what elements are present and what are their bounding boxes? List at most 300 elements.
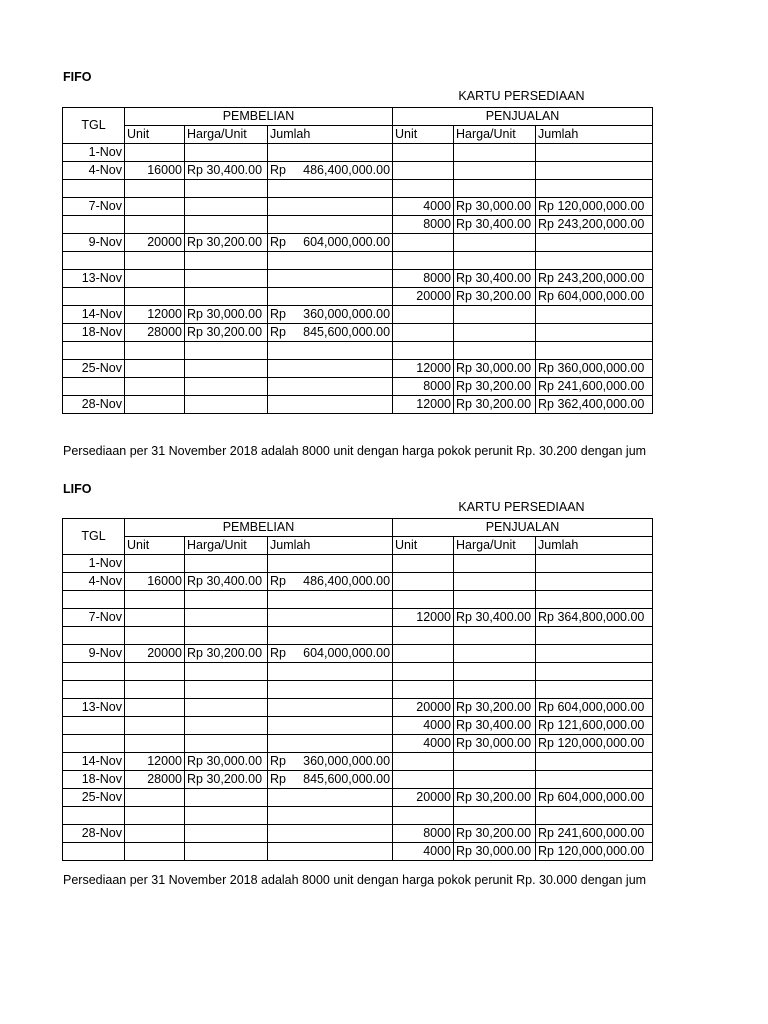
pembelian-header: PEMBELIAN	[125, 519, 393, 537]
pembelian-unit-cell	[125, 681, 185, 699]
penjualan-harga-cell	[454, 573, 536, 591]
table-row	[63, 663, 653, 681]
harga-header: Harga/Unit	[454, 126, 536, 144]
tgl-cell	[63, 342, 125, 360]
pembelian-jumlah-cell	[268, 288, 393, 306]
penjualan-jumlah-cell	[536, 807, 653, 825]
penjualan-unit-cell: 12000	[393, 360, 454, 378]
penjualan-unit-cell: 8000	[393, 825, 454, 843]
penjualan-jumlah-cell: Rp 120,000,000.00	[536, 198, 653, 216]
penjualan-jumlah-cell: Rp 120,000,000.00	[536, 843, 653, 861]
table-row	[63, 699, 653, 717]
fifo-note: Persediaan per 31 November 2018 adalah 8000 unit dengan harga pokok perunit Rp. 30.200 dengan jum	[63, 444, 647, 458]
table-row	[63, 378, 653, 396]
penjualan-jumlah-cell: Rp 243,200,000.00	[536, 216, 653, 234]
penjualan-jumlah-cell	[536, 645, 653, 663]
tgl-header: TGL	[63, 108, 125, 144]
pembelian-harga-cell	[185, 735, 268, 753]
penjualan-unit-cell: 4000	[393, 717, 454, 735]
unit-header: Unit	[125, 537, 185, 555]
tgl-cell: 1-Nov	[63, 555, 125, 573]
table-row	[63, 573, 653, 591]
penjualan-harga-cell	[454, 663, 536, 681]
amount-value: 360,000,000.00	[303, 307, 391, 321]
penjualan-unit-cell	[393, 324, 454, 342]
pembelian-harga-cell: Rp 30,400.00	[185, 162, 268, 180]
tgl-cell: 9-Nov	[63, 234, 125, 252]
tgl-cell: 13-Nov	[63, 699, 125, 717]
tgl-cell: 18-Nov	[63, 324, 125, 342]
table-row	[63, 162, 653, 180]
pembelian-unit-cell	[125, 144, 185, 162]
table-row	[63, 180, 653, 198]
fifo-heading: FIFO	[63, 70, 92, 84]
pembelian-harga-cell	[185, 627, 268, 645]
tgl-cell	[63, 378, 125, 396]
pembelian-jumlah-cell	[268, 216, 393, 234]
tgl-cell	[63, 735, 125, 753]
penjualan-harga-cell: Rp 30,200.00	[454, 789, 536, 807]
tgl-cell: 4-Nov	[63, 162, 125, 180]
pembelian-unit-cell: 20000	[125, 234, 185, 252]
pembelian-harga-cell	[185, 663, 268, 681]
pembelian-harga-cell: Rp 30,200.00	[185, 645, 268, 663]
tgl-cell	[63, 591, 125, 609]
table-row	[63, 234, 653, 252]
table-row	[63, 144, 653, 162]
jumlah-header: Jumlah	[536, 126, 653, 144]
table-row	[63, 735, 653, 753]
pembelian-unit-cell	[125, 825, 185, 843]
penjualan-harga-cell	[454, 144, 536, 162]
pembelian-jumlah-cell	[268, 699, 393, 717]
tgl-cell	[63, 180, 125, 198]
pembelian-harga-cell: Rp 30,200.00	[185, 771, 268, 789]
table-row	[63, 627, 653, 645]
table-row	[63, 306, 653, 324]
pembelian-unit-cell	[125, 198, 185, 216]
pembelian-harga-cell	[185, 270, 268, 288]
penjualan-harga-cell	[454, 771, 536, 789]
pembelian-unit-cell: 16000	[125, 573, 185, 591]
pembelian-harga-cell	[185, 288, 268, 306]
penjualan-harga-cell	[454, 681, 536, 699]
penjualan-harga-cell	[454, 162, 536, 180]
tgl-cell	[63, 252, 125, 270]
penjualan-jumlah-cell	[536, 663, 653, 681]
penjualan-unit-cell	[393, 162, 454, 180]
harga-header: Harga/Unit	[454, 537, 536, 555]
pembelian-jumlah-cell	[268, 324, 393, 342]
pembelian-unit-cell	[125, 627, 185, 645]
currency-label: Rp	[270, 574, 286, 588]
penjualan-jumlah-cell	[536, 771, 653, 789]
pembelian-unit-cell	[125, 555, 185, 573]
penjualan-harga-cell	[454, 234, 536, 252]
penjualan-jumlah-cell: Rp 243,200,000.00	[536, 270, 653, 288]
pembelian-jumlah-cell	[268, 360, 393, 378]
lifo-rows	[63, 555, 653, 861]
penjualan-unit-cell: 20000	[393, 789, 454, 807]
penjualan-jumlah-cell	[536, 681, 653, 699]
pembelian-unit-cell	[125, 843, 185, 861]
penjualan-unit-cell	[393, 234, 454, 252]
tgl-cell: 4-Nov	[63, 573, 125, 591]
penjualan-unit-cell	[393, 555, 454, 573]
penjualan-jumlah-cell: Rp 241,600,000.00	[536, 378, 653, 396]
penjualan-unit-cell: 8000	[393, 378, 454, 396]
penjualan-harga-cell	[454, 252, 536, 270]
tgl-cell	[63, 681, 125, 699]
currency-label: Rp	[270, 307, 286, 321]
pembelian-unit-cell	[125, 789, 185, 807]
penjualan-jumlah-cell: Rp 360,000,000.00	[536, 360, 653, 378]
pembelian-harga-cell	[185, 180, 268, 198]
pembelian-jumlah-cell	[268, 342, 393, 360]
pembelian-jumlah-cell	[268, 378, 393, 396]
tgl-cell: 28-Nov	[63, 825, 125, 843]
penjualan-jumlah-cell: Rp 121,600,000.00	[536, 717, 653, 735]
amount-value: 604,000,000.00	[303, 646, 391, 660]
pembelian-jumlah-cell	[268, 843, 393, 861]
pembelian-jumlah-cell	[268, 573, 393, 591]
pembelian-jumlah-cell	[268, 198, 393, 216]
pembelian-jumlah-cell	[268, 753, 393, 771]
penjualan-jumlah-cell	[536, 627, 653, 645]
pembelian-jumlah-cell	[268, 609, 393, 627]
table-row	[63, 288, 653, 306]
harga-header: Harga/Unit	[185, 537, 268, 555]
pembelian-harga-cell	[185, 342, 268, 360]
penjualan-unit-cell	[393, 771, 454, 789]
pembelian-unit-cell	[125, 342, 185, 360]
currency-label: Rp	[270, 325, 286, 339]
amount-value: 486,400,000.00	[303, 574, 391, 588]
fifo-rows	[63, 144, 653, 414]
penjualan-jumlah-cell	[536, 252, 653, 270]
pembelian-unit-cell	[125, 735, 185, 753]
tgl-cell: 9-Nov	[63, 645, 125, 663]
pembelian-harga-cell	[185, 216, 268, 234]
penjualan-harga-cell: Rp 30,400.00	[454, 270, 536, 288]
penjualan-harga-cell	[454, 180, 536, 198]
tgl-cell	[63, 807, 125, 825]
penjualan-jumlah-cell	[536, 234, 653, 252]
pembelian-harga-cell	[185, 825, 268, 843]
pembelian-unit-cell	[125, 252, 185, 270]
pembelian-harga-cell	[185, 360, 268, 378]
penjualan-harga-cell	[454, 555, 536, 573]
currency-label: Rp	[270, 772, 286, 786]
penjualan-unit-cell: 20000	[393, 288, 454, 306]
penjualan-unit-cell	[393, 180, 454, 198]
pembelian-harga-cell	[185, 396, 268, 414]
penjualan-jumlah-cell: Rp 364,800,000.00	[536, 609, 653, 627]
table-row	[63, 216, 653, 234]
tgl-cell: 14-Nov	[63, 753, 125, 771]
penjualan-jumlah-cell: Rp 120,000,000.00	[536, 735, 653, 753]
pembelian-harga-cell	[185, 699, 268, 717]
tgl-cell	[63, 627, 125, 645]
penjualan-harga-cell	[454, 807, 536, 825]
table-row	[63, 555, 653, 573]
pembelian-unit-cell: 12000	[125, 306, 185, 324]
penjualan-harga-cell: Rp 30,000.00	[454, 843, 536, 861]
jumlah-header: Jumlah	[536, 537, 653, 555]
tgl-cell: 1-Nov	[63, 144, 125, 162]
pembelian-unit-cell	[125, 699, 185, 717]
pembelian-jumlah-cell	[268, 807, 393, 825]
table-row	[63, 753, 653, 771]
penjualan-unit-cell	[393, 342, 454, 360]
penjualan-unit-cell	[393, 252, 454, 270]
unit-header: Unit	[393, 537, 454, 555]
pembelian-jumlah-cell	[268, 306, 393, 324]
table-row	[63, 825, 653, 843]
pembelian-unit-cell	[125, 378, 185, 396]
penjualan-harga-cell: Rp 30,200.00	[454, 825, 536, 843]
tgl-cell: 28-Nov	[63, 396, 125, 414]
pembelian-jumlah-cell	[268, 180, 393, 198]
penjualan-harga-cell: Rp 30,000.00	[454, 198, 536, 216]
penjualan-harga-cell	[454, 753, 536, 771]
amount-value: 486,400,000.00	[303, 163, 391, 177]
jumlah-header: Jumlah	[268, 537, 393, 555]
penjualan-harga-cell: Rp 30,400.00	[454, 717, 536, 735]
pembelian-jumlah-cell	[268, 396, 393, 414]
pembelian-harga-cell	[185, 198, 268, 216]
pembelian-unit-cell	[125, 663, 185, 681]
lifo-heading: LIFO	[63, 482, 92, 496]
pembelian-harga-cell: Rp 30,000.00	[185, 306, 268, 324]
tgl-cell: 13-Nov	[63, 270, 125, 288]
table-row	[63, 270, 653, 288]
pembelian-jumlah-cell	[268, 825, 393, 843]
tgl-cell: 18-Nov	[63, 771, 125, 789]
penjualan-jumlah-cell	[536, 342, 653, 360]
table-row	[63, 342, 653, 360]
tgl-cell	[63, 288, 125, 306]
penjualan-unit-cell	[393, 306, 454, 324]
penjualan-unit-cell: 4000	[393, 735, 454, 753]
pembelian-jumlah-cell	[268, 234, 393, 252]
penjualan-jumlah-cell: Rp 362,400,000.00	[536, 396, 653, 414]
penjualan-harga-cell: Rp 30,200.00	[454, 378, 536, 396]
penjualan-harga-cell	[454, 591, 536, 609]
tgl-cell	[63, 216, 125, 234]
amount-value: 360,000,000.00	[303, 754, 391, 768]
penjualan-harga-cell: Rp 30,400.00	[454, 609, 536, 627]
penjualan-header: PENJUALAN	[393, 519, 653, 537]
penjualan-jumlah-cell: Rp 241,600,000.00	[536, 825, 653, 843]
penjualan-unit-cell	[393, 753, 454, 771]
pembelian-jumlah-cell	[268, 681, 393, 699]
penjualan-unit-cell: 12000	[393, 609, 454, 627]
pembelian-jumlah-cell	[268, 663, 393, 681]
table-row	[63, 771, 653, 789]
unit-header: Unit	[393, 126, 454, 144]
pembelian-unit-cell: 16000	[125, 162, 185, 180]
pembelian-unit-cell	[125, 717, 185, 735]
currency-label: Rp	[270, 754, 286, 768]
jumlah-header: Jumlah	[268, 126, 393, 144]
penjualan-harga-cell	[454, 645, 536, 663]
penjualan-unit-cell: 4000	[393, 843, 454, 861]
penjualan-jumlah-cell: Rp 604,000,000.00	[536, 699, 653, 717]
penjualan-jumlah-cell: Rp 604,000,000.00	[536, 288, 653, 306]
penjualan-harga-cell: Rp 30,200.00	[454, 288, 536, 306]
tgl-cell	[63, 663, 125, 681]
tgl-cell: 25-Nov	[63, 360, 125, 378]
pembelian-jumlah-cell	[268, 789, 393, 807]
tgl-cell	[63, 717, 125, 735]
penjualan-unit-cell: 4000	[393, 198, 454, 216]
tgl-cell: 7-Nov	[63, 198, 125, 216]
tgl-cell: 14-Nov	[63, 306, 125, 324]
penjualan-harga-cell	[454, 627, 536, 645]
lifo-kartu-title: KARTU PERSEDIAAN	[458, 500, 585, 514]
pembelian-harga-cell	[185, 609, 268, 627]
pembelian-unit-cell	[125, 216, 185, 234]
amount-value: 845,600,000.00	[303, 772, 391, 786]
amount-value: 845,600,000.00	[303, 325, 391, 339]
penjualan-harga-cell: Rp 30,400.00	[454, 216, 536, 234]
pembelian-jumlah-cell	[268, 645, 393, 663]
pembelian-harga-cell	[185, 252, 268, 270]
pembelian-unit-cell	[125, 591, 185, 609]
table-row	[63, 717, 653, 735]
penjualan-unit-cell: 20000	[393, 699, 454, 717]
penjualan-harga-cell	[454, 342, 536, 360]
penjualan-jumlah-cell	[536, 555, 653, 573]
pembelian-harga-cell	[185, 144, 268, 162]
table-row	[63, 360, 653, 378]
table-row	[63, 681, 653, 699]
currency-label: Rp	[270, 163, 286, 177]
penjualan-jumlah-cell	[536, 162, 653, 180]
pembelian-harga-cell	[185, 807, 268, 825]
pembelian-harga-cell: Rp 30,200.00	[185, 234, 268, 252]
tgl-cell: 25-Nov	[63, 789, 125, 807]
lifo-table	[62, 518, 653, 861]
pembelian-harga-cell	[185, 717, 268, 735]
pembelian-jumlah-cell	[268, 591, 393, 609]
pembelian-unit-cell	[125, 270, 185, 288]
penjualan-jumlah-cell	[536, 306, 653, 324]
penjualan-harga-cell: Rp 30,200.00	[454, 396, 536, 414]
lifo-note: Persediaan per 31 November 2018 adalah 8000 unit dengan harga pokok perunit Rp. 30.000 dengan jum	[63, 873, 647, 887]
pembelian-unit-cell: 12000	[125, 753, 185, 771]
pembelian-unit-cell	[125, 360, 185, 378]
pembelian-jumlah-cell	[268, 627, 393, 645]
tgl-cell: 7-Nov	[63, 609, 125, 627]
fifo-table	[62, 107, 653, 414]
pembelian-unit-cell: 20000	[125, 645, 185, 663]
pembelian-unit-cell	[125, 609, 185, 627]
penjualan-unit-cell	[393, 591, 454, 609]
penjualan-jumlah-cell	[536, 324, 653, 342]
penjualan-jumlah-cell	[536, 573, 653, 591]
penjualan-unit-cell	[393, 627, 454, 645]
pembelian-jumlah-cell	[268, 252, 393, 270]
penjualan-jumlah-cell	[536, 180, 653, 198]
penjualan-harga-cell: Rp 30,000.00	[454, 735, 536, 753]
pembelian-harga-cell	[185, 591, 268, 609]
penjualan-jumlah-cell: Rp 604,000,000.00	[536, 789, 653, 807]
penjualan-unit-cell	[393, 144, 454, 162]
penjualan-unit-cell: 12000	[393, 396, 454, 414]
table-row	[63, 807, 653, 825]
table-row	[63, 324, 653, 342]
penjualan-unit-cell	[393, 807, 454, 825]
pembelian-harga-cell	[185, 555, 268, 573]
penjualan-harga-cell	[454, 324, 536, 342]
tgl-header: TGL	[63, 519, 125, 555]
pembelian-jumlah-cell	[268, 162, 393, 180]
fifo-kartu-title: KARTU PERSEDIAAN	[458, 89, 585, 103]
amount-value: 604,000,000.00	[303, 235, 391, 249]
penjualan-unit-cell	[393, 663, 454, 681]
unit-header: Unit	[125, 126, 185, 144]
table-row	[63, 252, 653, 270]
pembelian-jumlah-cell	[268, 144, 393, 162]
pembelian-jumlah-cell	[268, 717, 393, 735]
table-row	[63, 789, 653, 807]
penjualan-unit-cell	[393, 681, 454, 699]
penjualan-unit-cell: 8000	[393, 270, 454, 288]
pembelian-unit-cell: 28000	[125, 771, 185, 789]
currency-label: Rp	[270, 646, 286, 660]
table-row	[63, 198, 653, 216]
table-row	[63, 609, 653, 627]
pembelian-unit-cell: 28000	[125, 324, 185, 342]
penjualan-header: PENJUALAN	[393, 108, 653, 126]
pembelian-harga-cell: Rp 30,000.00	[185, 753, 268, 771]
pembelian-unit-cell	[125, 288, 185, 306]
table-row	[63, 396, 653, 414]
pembelian-jumlah-cell	[268, 735, 393, 753]
pembelian-jumlah-cell	[268, 270, 393, 288]
currency-label: Rp	[270, 235, 286, 249]
pembelian-jumlah-cell	[268, 771, 393, 789]
pembelian-jumlah-cell	[268, 555, 393, 573]
penjualan-unit-cell: 8000	[393, 216, 454, 234]
pembelian-harga-cell	[185, 681, 268, 699]
pembelian-harga-cell	[185, 789, 268, 807]
table-row	[63, 645, 653, 663]
pembelian-unit-cell	[125, 180, 185, 198]
penjualan-jumlah-cell	[536, 144, 653, 162]
penjualan-unit-cell	[393, 573, 454, 591]
table-row	[63, 843, 653, 861]
pembelian-harga-cell	[185, 843, 268, 861]
penjualan-harga-cell: Rp 30,200.00	[454, 699, 536, 717]
pembelian-harga-cell: Rp 30,400.00	[185, 573, 268, 591]
harga-header: Harga/Unit	[185, 126, 268, 144]
table-row	[63, 591, 653, 609]
tgl-cell	[63, 843, 125, 861]
penjualan-jumlah-cell	[536, 753, 653, 771]
penjualan-harga-cell	[454, 306, 536, 324]
pembelian-harga-cell	[185, 378, 268, 396]
pembelian-unit-cell	[125, 807, 185, 825]
penjualan-jumlah-cell	[536, 591, 653, 609]
pembelian-unit-cell	[125, 396, 185, 414]
pembelian-harga-cell: Rp 30,200.00	[185, 324, 268, 342]
penjualan-harga-cell: Rp 30,000.00	[454, 360, 536, 378]
pembelian-header: PEMBELIAN	[125, 108, 393, 126]
penjualan-unit-cell	[393, 645, 454, 663]
